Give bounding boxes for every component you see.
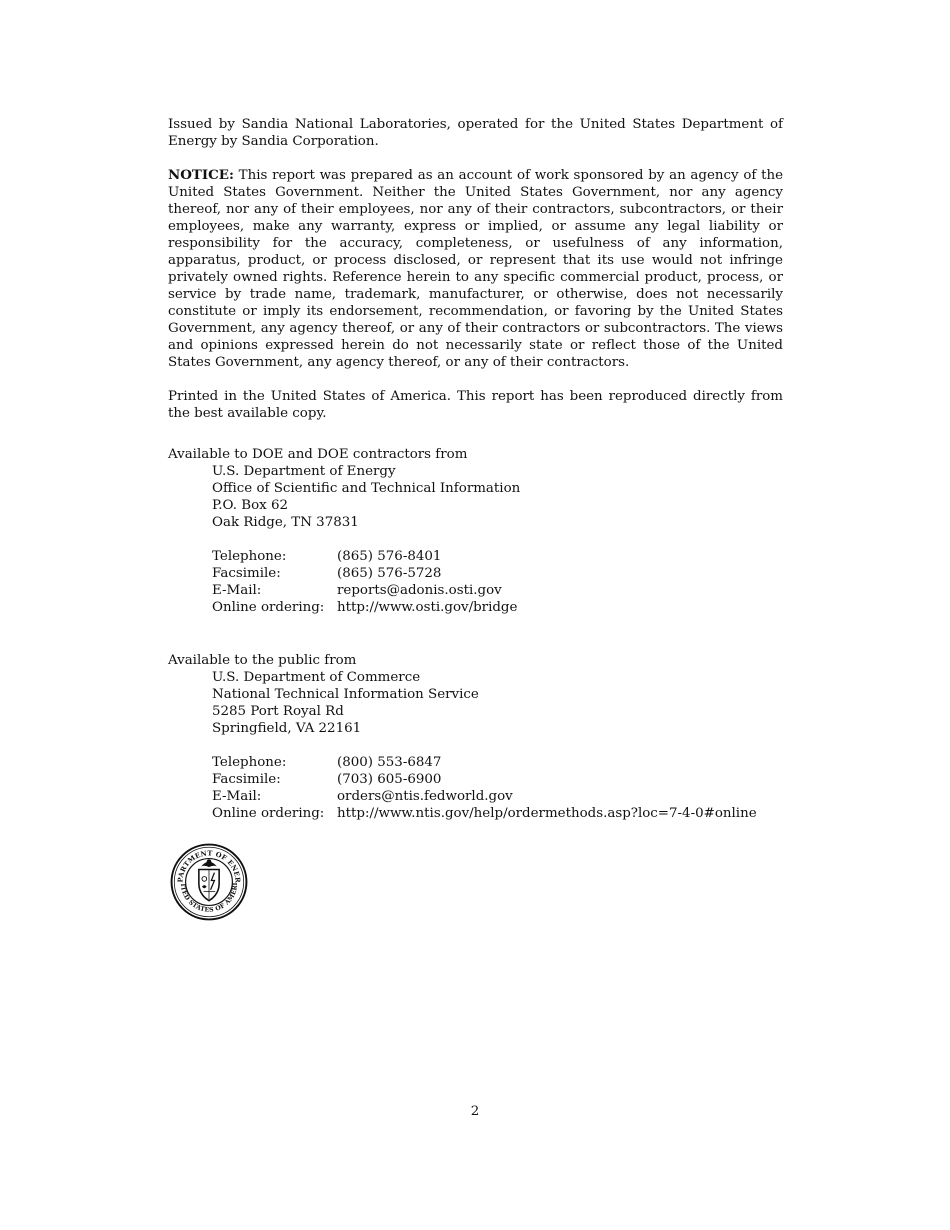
contact-row — [212, 771, 783, 788]
contact-label: E-Mail: — [212, 583, 262, 598]
printed-statement: Printed in the United States of America. This report has been reproduced directly from the best available copy. — [168, 389, 783, 421]
page-number: 2 — [470, 1104, 480, 1119]
online-ordering-link[interactable]: http://www.ntis.gov/help/ordermethods.asp?loc=7-4-0#online — [337, 806, 757, 821]
address-line: Office of Scientific and Technical Information — [212, 481, 521, 496]
online-ordering-link[interactable]: http://www.osti.gov/bridge — [337, 600, 518, 615]
doe-heading: Available to DOE and DOE contractors from — [168, 447, 468, 462]
contact-row — [212, 565, 783, 582]
address-line: Oak Ridge, TN 37831 — [212, 515, 359, 530]
contact-label: Online ordering: — [212, 600, 325, 615]
contact-label: E-Mail: — [212, 789, 262, 804]
issued-statement: Issued by Sandia National Laboratories, operated for the United States Department of Energy by Sandia Corporation. — [168, 117, 783, 149]
address-line: National Technical Information Service — [212, 687, 479, 702]
contact-label: Facsimile: — [212, 566, 281, 581]
contact-row — [212, 754, 783, 771]
contact-value: (865) 576-5728 — [337, 566, 442, 581]
address-line: U.S. Department of Energy — [212, 464, 396, 479]
contact-label: Telephone: — [212, 755, 287, 770]
contact-email[interactable]: orders@ntis.fedworld.gov — [337, 789, 513, 804]
contact-label: Online ordering: — [212, 806, 325, 821]
contact-row — [212, 548, 783, 565]
svg-text:DEPARTMENT OF ENERGY: PARTMENT OF ENER — [176, 849, 242, 884]
contact-label: Facsimile: — [212, 772, 281, 787]
notice-label: NOTICE: — [168, 167, 234, 183]
svg-text:UNITED STATES OF AMERICA: ITED STATES OF AMERI — [178, 882, 240, 914]
address-line: 5285 Port Royal Rd — [212, 704, 344, 719]
contact-row — [212, 788, 783, 805]
public-contacts — [168, 754, 783, 822]
address-line: Springfield, VA 22161 — [212, 721, 362, 736]
contact-value: (800) 553-6847 — [337, 755, 442, 770]
public-availability — [168, 652, 783, 822]
doe-contacts — [168, 548, 783, 616]
doe-address — [168, 463, 783, 531]
doe-seal-icon — [170, 843, 248, 921]
contact-row — [212, 599, 783, 616]
contact-value: (865) 576-8401 — [337, 549, 442, 564]
address-line: U.S. Department of Commerce — [212, 670, 421, 685]
contact-label: Telephone: — [212, 549, 287, 564]
address-line: P.O. Box 62 — [212, 498, 289, 513]
document-body — [168, 116, 783, 822]
public-address — [168, 669, 783, 737]
contact-value: (703) 605-6900 — [337, 772, 442, 787]
contact-row — [212, 582, 783, 599]
notice-text: This report was prepared as an account of work sponsored by an agency of the United States Government. Neither the United States Government, nor any agency thereof, nor any of their employees, nor any of their contractors, subcontractors, or their employees, make any warranty, express or implied, or assume any legal liability or responsibility for the accuracy, completeness, or usefulness of any information, apparatus, product, or process disclosed, or represent that its use would not infringe privately owned rights. Reference herein to any specific commercial product, process, or service by trade name, trademark, manufacturer, or otherwise, does not necessarily constitute or imply its endorsement, recommendation, or favoring by the United States Government, any agency thereof, or any of their contractors or subcontractors. The views and opinions expressed herein do not necessarily state or reflect those of the United States Government, any agency thereof, or any of their contractors. — [168, 168, 783, 370]
contact-row — [212, 805, 783, 822]
contact-email[interactable]: reports@adonis.osti.gov — [337, 583, 502, 598]
notice-paragraph — [168, 167, 783, 371]
public-heading: Available to the public from — [168, 653, 357, 668]
doe-availability — [168, 446, 783, 616]
